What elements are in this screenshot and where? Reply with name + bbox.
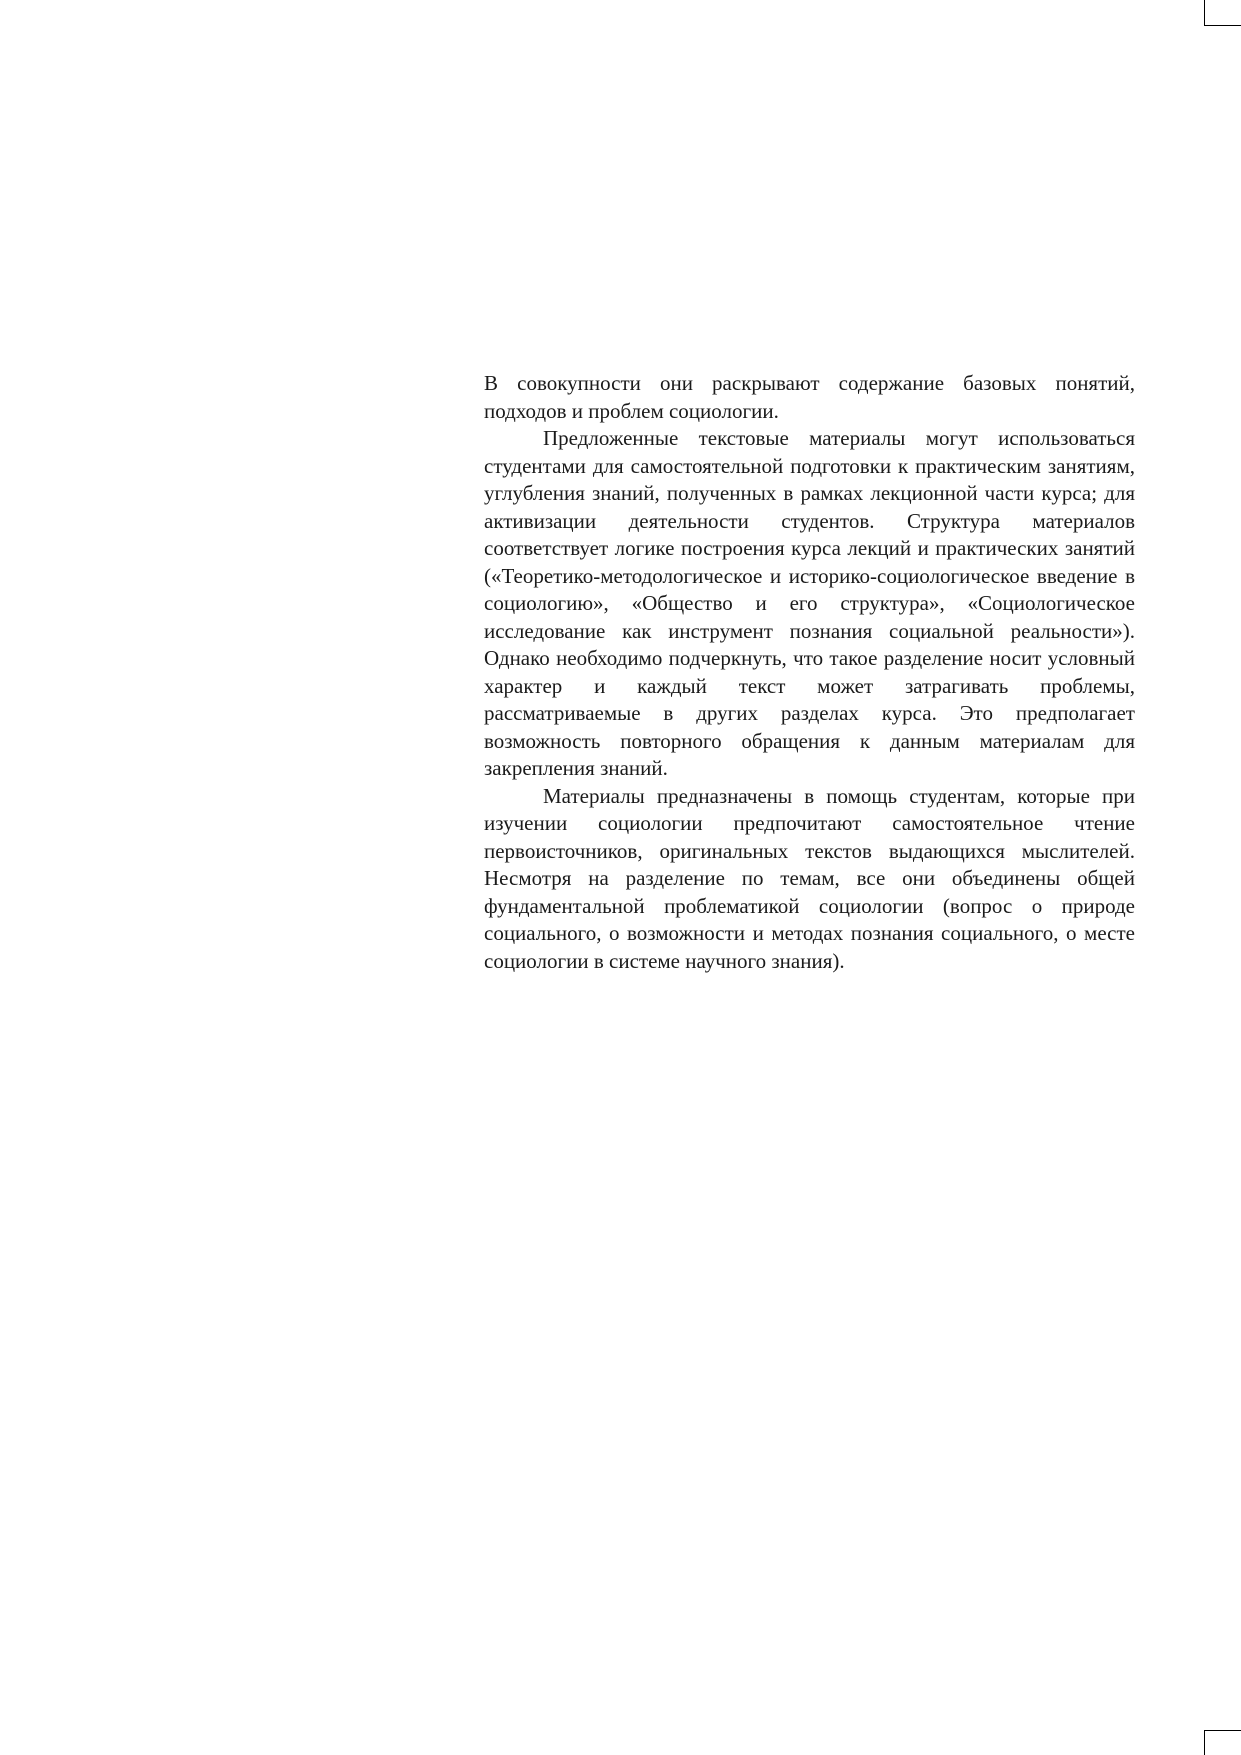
paragraph-3: Материалы предназначены в помощь студентам, которые при изучении социологии предпочитают самостоятельное чтение первоисточников, оригинальных текстов выдающихся мыслителей. Несмотря на разделение по темам, все они объединены общей фундаментальной проблематикой социологии (вопрос о природе социального, о возможности и методах познания социального, о месте социологии в системе научного знания). xyxy=(484,783,1135,973)
crop-mark-top-vertical xyxy=(1204,0,1205,26)
paragraph-2: Предложенные текстовые материалы могут использоваться студентами для самостоятельной подготовки к практическим занятиям, углубления знаний, полученных в рамках лекционной части курса; для активизации деятельности студентов. Структура материалов соответствует логике построения курса лекций и практических занятий («Теоретико-методологическое и историко-социологическое введение в социологию», «Общество и его структура», «Социологическое исследование как инструмент познания социальной реальности»). Однако необходимо подчеркнуть, что такое разделение носит условный характер и каждый текст может затрагивать проблемы, рассматриваемые в других разделах курса. Это предполагает возможность повторного обращения к данным материалам для закрепления знаний. xyxy=(484,426,1135,780)
crop-mark-bottom-vertical xyxy=(1204,1730,1205,1755)
crop-mark-bottom-horizontal xyxy=(1204,1730,1241,1731)
body-text xyxy=(484,370,1135,975)
crop-mark-top-horizontal xyxy=(1204,25,1241,26)
paragraph-1: В совокупности они раскрывают содержание базовых понятий, подходов и проблем социологии. xyxy=(484,371,1135,423)
